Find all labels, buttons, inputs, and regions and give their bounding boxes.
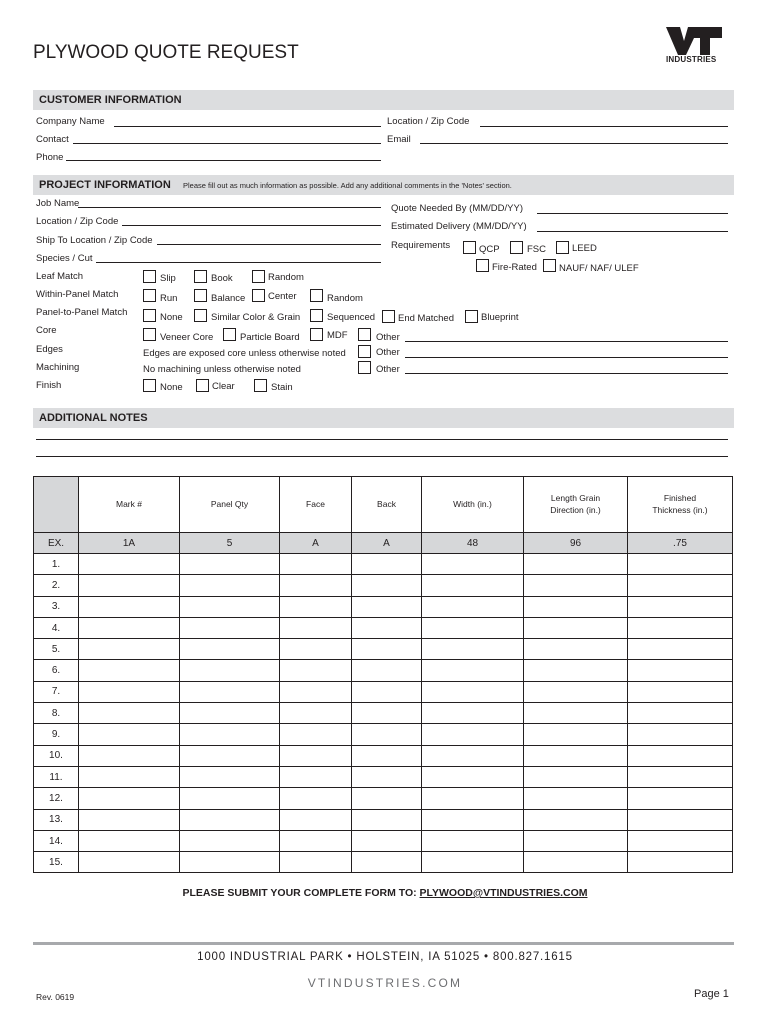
project-note: Please fill out as much information as possible. Add any additional comments in the 'Notes' section.: [183, 181, 512, 190]
finish-none-label: None: [160, 382, 183, 393]
checkbox-clear[interactable]: [196, 379, 209, 392]
table-cell[interactable]: [422, 575, 524, 596]
column-header-mark: Mark #: [79, 477, 180, 533]
project-section-bar: [33, 175, 734, 195]
table-cell[interactable]: [280, 681, 352, 702]
table-cell[interactable]: [79, 830, 180, 851]
species-cut-field[interactable]: [96, 262, 381, 263]
species-cut-label: Species / Cut: [36, 253, 93, 264]
checkbox-core-other[interactable]: [358, 328, 371, 341]
table-cell[interactable]: [628, 554, 733, 575]
table-cell[interactable]: [280, 554, 352, 575]
table-cell[interactable]: [524, 724, 628, 745]
table-cell[interactable]: [280, 788, 352, 809]
table-cell[interactable]: [352, 830, 422, 851]
table-cell[interactable]: [422, 660, 524, 681]
example-length: 96: [524, 533, 628, 554]
table-cell[interactable]: [79, 681, 180, 702]
table-cell[interactable]: [352, 809, 422, 830]
table-cell[interactable]: [180, 639, 280, 660]
table-cell[interactable]: [422, 830, 524, 851]
table-cell[interactable]: [422, 639, 524, 660]
particle-board-label: Particle Board: [240, 332, 300, 343]
table-cell[interactable]: [422, 724, 524, 745]
company-name-field[interactable]: [114, 126, 381, 127]
finish-label: Finish: [36, 380, 62, 391]
checkbox-leaf-random[interactable]: [252, 270, 265, 283]
table-cell[interactable]: [524, 681, 628, 702]
table-cell[interactable]: [352, 745, 422, 766]
checkbox-center[interactable]: [252, 289, 265, 302]
table-cell[interactable]: [280, 830, 352, 851]
email-field[interactable]: [420, 143, 728, 144]
row-number: 1.: [34, 554, 79, 575]
table-cell[interactable]: [524, 852, 628, 873]
table-cell[interactable]: [352, 788, 422, 809]
table-cell[interactable]: [352, 575, 422, 596]
table-cell[interactable]: [280, 596, 352, 617]
table-cell[interactable]: [180, 745, 280, 766]
page-number: Page 1: [694, 988, 729, 1000]
ship-to-field[interactable]: [157, 244, 381, 245]
example-thickness: .75: [628, 533, 733, 554]
estimated-delivery-field[interactable]: [537, 231, 728, 232]
checkbox-finish-none[interactable]: [143, 379, 156, 392]
checkbox-veneer-core[interactable]: [143, 328, 156, 341]
center-label: Center: [268, 291, 297, 302]
table-cell[interactable]: [422, 681, 524, 702]
logo-text: INDUSTRIES: [666, 55, 717, 64]
machining-other-label: Other: [376, 364, 400, 375]
table-cell[interactable]: [524, 809, 628, 830]
column-header-thickness: Finished Thickness (in.): [628, 477, 733, 533]
clear-label: Clear: [212, 381, 235, 392]
table-cell[interactable]: [352, 681, 422, 702]
customer-location-field[interactable]: [480, 126, 728, 127]
table-cell[interactable]: [79, 639, 180, 660]
project-location-field[interactable]: [122, 225, 381, 226]
submit-instruction: [0, 887, 770, 899]
table-cell[interactable]: [180, 575, 280, 596]
balance-label: Balance: [211, 293, 246, 304]
row-number: 3.: [34, 596, 79, 617]
table-cell[interactable]: [422, 809, 524, 830]
table-cell[interactable]: [180, 596, 280, 617]
table-cell[interactable]: [79, 660, 180, 681]
table-cell[interactable]: [280, 852, 352, 873]
within-panel-label: Within-Panel Match: [36, 289, 119, 300]
row-number: 10.: [34, 745, 79, 766]
table-row: [34, 660, 733, 681]
row-number: 9.: [34, 724, 79, 745]
table-row: [34, 852, 733, 873]
table-cell[interactable]: [628, 639, 733, 660]
table-row: [34, 617, 733, 638]
table-cell[interactable]: [628, 788, 733, 809]
table-cell[interactable]: [524, 830, 628, 851]
customer-location-label: Location / Zip Code: [387, 116, 470, 127]
table-cell[interactable]: [628, 852, 733, 873]
table-cell[interactable]: [180, 660, 280, 681]
quote-table: [33, 476, 733, 873]
end-matched-label: End Matched: [398, 313, 454, 324]
table-cell[interactable]: [628, 617, 733, 638]
checkbox-slip[interactable]: [143, 270, 156, 283]
example-width: 48: [422, 533, 524, 554]
project-location-label: Location / Zip Code: [36, 216, 119, 227]
job-name-field[interactable]: [78, 207, 381, 208]
checkbox-qcp[interactable]: [463, 241, 476, 254]
table-cell[interactable]: [422, 788, 524, 809]
table-row: [34, 788, 733, 809]
table-row: [34, 681, 733, 702]
table-row: [34, 809, 733, 830]
customer-section-title: CUSTOMER INFORMATION: [39, 94, 182, 106]
table-cell[interactable]: [180, 703, 280, 724]
column-header-width: Width (in.): [422, 477, 524, 533]
checkbox-stain[interactable]: [254, 379, 267, 392]
notes-section-bar: [33, 408, 734, 428]
table-cell[interactable]: [280, 639, 352, 660]
column-header-length: Length Grain Direction (in.): [524, 477, 628, 533]
table-cell[interactable]: [524, 596, 628, 617]
table-cell[interactable]: [79, 852, 180, 873]
table-row: [34, 745, 733, 766]
contact-field[interactable]: [73, 143, 381, 144]
column-header-face: Face: [280, 477, 352, 533]
phone-label: Phone: [36, 152, 64, 163]
table-cell[interactable]: [352, 724, 422, 745]
notes-section-title: ADDITIONAL NOTES: [39, 412, 148, 424]
estimated-delivery-label: Estimated Delivery (MM/DD/YY): [391, 221, 527, 232]
leaf-match-label: Leaf Match: [36, 271, 83, 282]
table-row: [34, 554, 733, 575]
row-number: 13.: [34, 809, 79, 830]
page-title: PLYWOOD QUOTE REQUEST: [33, 42, 299, 63]
quote-needed-field[interactable]: [537, 213, 728, 214]
checkbox-similar-color[interactable]: [194, 309, 207, 322]
submit-text: PLEASE SUBMIT YOUR COMPLETE FORM TO:: [182, 887, 420, 899]
stain-label: Stain: [271, 382, 293, 393]
table-row: [34, 639, 733, 660]
checkbox-within-random[interactable]: [310, 289, 323, 302]
row-number: 15.: [34, 852, 79, 873]
mdf-label: MDF: [327, 330, 348, 341]
table-cell[interactable]: [180, 852, 280, 873]
nauf-label: NAUF/ NAF/ ULEF: [559, 263, 639, 274]
row-number: 5.: [34, 639, 79, 660]
table-row: [34, 575, 733, 596]
requirements-label: Requirements: [391, 240, 451, 251]
table-cell[interactable]: [79, 554, 180, 575]
example-back: A: [352, 533, 422, 554]
similar-color-label: Similar Color & Grain: [211, 312, 301, 323]
table-cell[interactable]: [180, 788, 280, 809]
table-cell[interactable]: [628, 660, 733, 681]
table-cell[interactable]: [79, 703, 180, 724]
contact-label: Contact: [36, 134, 69, 145]
row-number: 7.: [34, 681, 79, 702]
table-cell[interactable]: [352, 554, 422, 575]
book-label: Book: [211, 273, 233, 284]
edges-other-label: Other: [376, 347, 400, 358]
table-cell[interactable]: [422, 596, 524, 617]
checkbox-fire-rated[interactable]: [476, 259, 489, 272]
checkbox-fsc[interactable]: [510, 241, 523, 254]
slip-label: Slip: [160, 273, 176, 284]
example-row: [34, 533, 733, 554]
company-name-label: Company Name: [36, 116, 105, 127]
quote-needed-label: Quote Needed By (MM/DD/YY): [391, 203, 523, 214]
edges-other-field[interactable]: [405, 357, 728, 358]
leed-label: LEED: [572, 243, 597, 254]
checkbox-blueprint[interactable]: [465, 310, 478, 323]
row-number: 12.: [34, 788, 79, 809]
row-number: 8.: [34, 703, 79, 724]
table-cell[interactable]: [280, 703, 352, 724]
checkbox-particle-board[interactable]: [223, 328, 236, 341]
table-cell[interactable]: [422, 554, 524, 575]
customer-section-bar: [33, 90, 734, 110]
table-cell[interactable]: [180, 809, 280, 830]
row-number: 14.: [34, 830, 79, 851]
checkbox-leed[interactable]: [556, 241, 569, 254]
table-cell[interactable]: [628, 724, 733, 745]
table-cell[interactable]: [280, 766, 352, 787]
table-row: [34, 703, 733, 724]
p2p-none-label: None: [160, 312, 183, 323]
table-cell[interactable]: [524, 617, 628, 638]
table-row: [34, 596, 733, 617]
example-label: EX.: [34, 533, 79, 554]
table-row: [34, 724, 733, 745]
table-cell[interactable]: [180, 830, 280, 851]
leaf-random-label: Random: [268, 272, 304, 283]
submit-email-link[interactable]: PLYWOOD@VTINDUSTRIES.COM: [419, 887, 588, 899]
table-cell[interactable]: [180, 724, 280, 745]
table-cell[interactable]: [280, 575, 352, 596]
table-cell[interactable]: [524, 554, 628, 575]
table-cell[interactable]: [352, 596, 422, 617]
fsc-label: FSC: [527, 244, 546, 255]
checkbox-book[interactable]: [194, 270, 207, 283]
footer-address: 1000 INDUSTRIAL PARK • HOLSTEIN, IA 51025 • 800.827.1615: [197, 951, 573, 963]
table-cell[interactable]: [280, 809, 352, 830]
table-cell[interactable]: [524, 766, 628, 787]
table-cell[interactable]: [280, 724, 352, 745]
checkbox-mdf[interactable]: [310, 328, 323, 341]
table-cell[interactable]: [524, 745, 628, 766]
table-cell[interactable]: [79, 788, 180, 809]
checkbox-sequenced[interactable]: [310, 309, 323, 322]
panel-to-panel-label: Panel-to-Panel Match: [36, 307, 128, 318]
table-cell[interactable]: [79, 745, 180, 766]
example-face: A: [280, 533, 352, 554]
table-cell[interactable]: [628, 830, 733, 851]
table-cell[interactable]: [628, 681, 733, 702]
qcp-label: QCP: [479, 244, 500, 255]
machining-other-field[interactable]: [405, 373, 728, 374]
email-label: Email: [387, 134, 411, 145]
core-other-field[interactable]: [405, 341, 728, 342]
table-cell[interactable]: [524, 575, 628, 596]
table-cell[interactable]: [79, 617, 180, 638]
table-cell[interactable]: [524, 639, 628, 660]
table-cell[interactable]: [280, 617, 352, 638]
row-number: 2.: [34, 575, 79, 596]
table-cell[interactable]: [628, 575, 733, 596]
table-cell[interactable]: [628, 596, 733, 617]
table-header-row: [34, 477, 733, 533]
column-header-back: Back: [352, 477, 422, 533]
sequenced-label: Sequenced: [327, 312, 376, 323]
row-number: 11.: [34, 766, 79, 787]
table-cell[interactable]: [180, 766, 280, 787]
table-cell[interactable]: [79, 766, 180, 787]
blueprint-label: Blueprint: [481, 312, 519, 323]
machining-label: Machining: [36, 362, 80, 373]
table-cell[interactable]: [79, 809, 180, 830]
example-mark: 1A: [79, 533, 180, 554]
edges-label: Edges: [36, 344, 63, 355]
core-label: Core: [36, 325, 57, 336]
job-name-label: Job Name: [36, 198, 80, 209]
phone-field[interactable]: [66, 160, 381, 161]
veneer-core-label: Veneer Core: [160, 332, 214, 343]
table-row: [34, 766, 733, 787]
project-section-title: PROJECT INFORMATION: [39, 179, 171, 191]
table-cell[interactable]: [628, 809, 733, 830]
example-panel-qty: 5: [180, 533, 280, 554]
table-cell[interactable]: [352, 617, 422, 638]
vt-logo: [664, 25, 724, 63]
edges-note: Edges are exposed core unless otherwise noted: [143, 348, 346, 359]
footer-divider: [33, 942, 734, 945]
checkbox-edges-other[interactable]: [358, 345, 371, 358]
run-label: Run: [160, 293, 178, 304]
table-cell[interactable]: [352, 703, 422, 724]
table-cell[interactable]: [180, 617, 280, 638]
table-cell[interactable]: [422, 766, 524, 787]
column-header-panel-qty: Panel Qty: [180, 477, 280, 533]
table-cell[interactable]: [352, 660, 422, 681]
table-cell[interactable]: [352, 639, 422, 660]
table-cell[interactable]: [524, 660, 628, 681]
table-corner-cell: [34, 477, 79, 533]
notes-line-2[interactable]: [36, 456, 728, 457]
table-cell[interactable]: [524, 788, 628, 809]
notes-line-1[interactable]: [36, 439, 728, 440]
table-cell[interactable]: [422, 852, 524, 873]
table-cell[interactable]: [280, 745, 352, 766]
table-cell[interactable]: [352, 852, 422, 873]
checkbox-machining-other[interactable]: [358, 361, 371, 374]
table-cell[interactable]: [180, 681, 280, 702]
table-cell[interactable]: [280, 660, 352, 681]
ship-to-label: Ship To Location / Zip Code: [36, 235, 153, 246]
table-cell[interactable]: [180, 554, 280, 575]
checkbox-end-matched[interactable]: [382, 310, 395, 323]
revision-label: Rev. 0619: [36, 992, 75, 1002]
table-cell[interactable]: [628, 766, 733, 787]
checkbox-nauf[interactable]: [543, 259, 556, 272]
table-cell[interactable]: [79, 575, 180, 596]
row-number: 6.: [34, 660, 79, 681]
row-number: 4.: [34, 617, 79, 638]
core-other-label: Other: [376, 332, 400, 343]
table-cell[interactable]: [524, 703, 628, 724]
table-cell[interactable]: [628, 745, 733, 766]
table-cell[interactable]: [422, 703, 524, 724]
checkbox-balance[interactable]: [194, 289, 207, 302]
checkbox-p2p-none[interactable]: [143, 309, 156, 322]
within-random-label: Random: [327, 293, 363, 304]
table-row: [34, 830, 733, 851]
table-cell[interactable]: [422, 745, 524, 766]
table-cell[interactable]: [79, 724, 180, 745]
footer-website: VTINDUSTRIES.COM: [307, 976, 463, 990]
fire-rated-label: Fire-Rated: [492, 262, 537, 273]
table-cell[interactable]: [352, 766, 422, 787]
machining-note: No machining unless otherwise noted: [143, 364, 301, 375]
checkbox-run[interactable]: [143, 289, 156, 302]
table-cell[interactable]: [79, 596, 180, 617]
table-cell[interactable]: [628, 703, 733, 724]
table-cell[interactable]: [422, 617, 524, 638]
